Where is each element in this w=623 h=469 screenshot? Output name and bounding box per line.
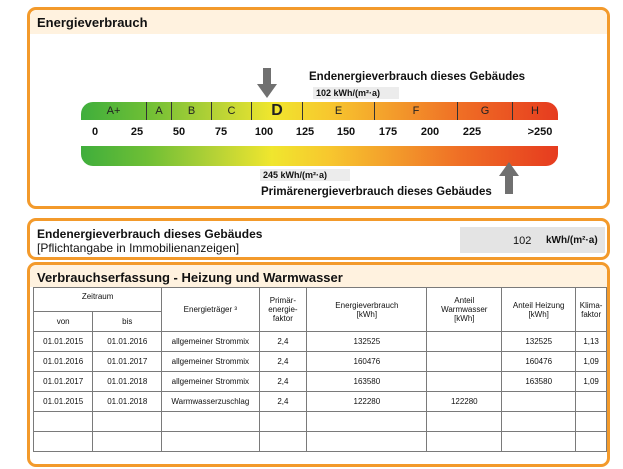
cell-hot-water: 122280 bbox=[427, 392, 502, 412]
cell-hot-water bbox=[427, 352, 502, 372]
cell-heating: 160476 bbox=[502, 352, 576, 372]
panel-header bbox=[30, 10, 607, 34]
consumption-record-panel bbox=[27, 262, 610, 467]
summary-subtitle: [Pflichtangabe in Immobilienanzeigen] bbox=[37, 241, 240, 255]
scale-tick-label: 0 bbox=[91, 126, 99, 138]
header-consumption: Energieverbrauch [kWh] bbox=[307, 288, 427, 332]
table-row-empty bbox=[34, 432, 607, 452]
arrow-up-icon bbox=[499, 162, 519, 194]
cell-heating bbox=[502, 392, 576, 412]
cell-factor: 2,4 bbox=[259, 352, 307, 372]
cell-consumption: 122280 bbox=[307, 392, 427, 412]
energy-class-f: F bbox=[375, 102, 458, 120]
header-carrier: Energieträger ³ bbox=[162, 288, 259, 332]
panel-title: Verbrauchserfassung - Heizung und Warmwasser bbox=[37, 270, 343, 285]
cell-carrier: allgemeiner Strommix bbox=[162, 372, 259, 392]
cell-factor: 2,4 bbox=[259, 372, 307, 392]
summary-unit: kWh/(m²·a) bbox=[546, 235, 598, 246]
header-heating: Anteil Heizung [kWh] bbox=[502, 288, 576, 332]
scale-ticks-strip bbox=[81, 120, 558, 146]
cell-to: 01.01.2018 bbox=[93, 372, 162, 392]
cell-carrier: allgemeiner Strommix bbox=[162, 332, 259, 352]
header-factor: Primär-energie-faktor bbox=[259, 288, 307, 332]
scale-tick-label: 175 bbox=[378, 126, 398, 138]
summary-title: Endenergieverbrauch dieses Gebäudes bbox=[37, 227, 263, 241]
energy-scale-bar bbox=[81, 102, 558, 166]
cell-climate bbox=[576, 392, 607, 412]
header-period: Zeitraum bbox=[34, 288, 162, 312]
final-energy-value: 102 kWh/(m²·a) bbox=[313, 87, 399, 99]
cell-climate: 1,09 bbox=[576, 352, 607, 372]
cell-to: 01.01.2018 bbox=[93, 392, 162, 412]
cell-carrier: allgemeiner Strommix bbox=[162, 352, 259, 372]
primary-energy-label: Primärenergieverbrauch dieses Gebäudes bbox=[261, 186, 492, 198]
scale-tick-label: 150 bbox=[336, 126, 356, 138]
table-row-empty bbox=[34, 412, 607, 432]
scale-tick-label: 225 bbox=[462, 126, 482, 138]
scale-tick-label: >250 bbox=[527, 126, 553, 138]
cell-from: 01.01.2017 bbox=[34, 372, 93, 392]
cell-climate: 1,13 bbox=[576, 332, 607, 352]
energy-class-a: A bbox=[147, 102, 172, 120]
cell-climate: 1,09 bbox=[576, 372, 607, 392]
cell-to: 01.01.2016 bbox=[93, 332, 162, 352]
energy-class-b: B bbox=[172, 102, 212, 120]
header-from: von bbox=[34, 312, 93, 332]
panel-header bbox=[30, 265, 607, 287]
scale-tick-label: 100 bbox=[254, 126, 274, 138]
summary-value: 102 bbox=[513, 235, 532, 247]
arrow-down-icon bbox=[257, 68, 277, 98]
cell-from: 01.01.2016 bbox=[34, 352, 93, 372]
scale-tick-label: 200 bbox=[420, 126, 440, 138]
cell-consumption: 132525 bbox=[307, 332, 427, 352]
energy-consumption-panel bbox=[27, 7, 610, 209]
energy-class-e: E bbox=[303, 102, 375, 120]
cell-heating: 132525 bbox=[502, 332, 576, 352]
energy-class-h: H bbox=[531, 105, 539, 117]
cell-consumption: 163580 bbox=[307, 372, 427, 392]
energy-class-c: C bbox=[212, 102, 252, 120]
cell-carrier: Warmwasserzuschlag bbox=[162, 392, 259, 412]
primary-energy-value: 245 kWh/(m²·a) bbox=[260, 169, 350, 181]
energy-class-d: D bbox=[252, 102, 303, 120]
header-to: bis bbox=[93, 312, 162, 332]
cell-consumption: 160476 bbox=[307, 352, 427, 372]
cell-to: 01.01.2017 bbox=[93, 352, 162, 372]
cell-hot-water bbox=[427, 372, 502, 392]
table-row bbox=[34, 332, 607, 352]
cell-factor: 2,4 bbox=[259, 392, 307, 412]
cell-factor: 2,4 bbox=[259, 332, 307, 352]
consumption-table bbox=[33, 287, 607, 452]
cell-hot-water bbox=[427, 332, 502, 352]
panel-title: Energieverbrauch bbox=[37, 15, 148, 30]
cell-from: 01.01.2015 bbox=[34, 332, 93, 352]
cell-heating: 163580 bbox=[502, 372, 576, 392]
scale-tick-label: 25 bbox=[130, 126, 144, 138]
scale-tick-label: 75 bbox=[214, 126, 228, 138]
table-row bbox=[34, 372, 607, 392]
final-energy-summary-panel bbox=[27, 218, 610, 260]
table-row bbox=[34, 352, 607, 372]
energy-class-g: G bbox=[458, 102, 513, 120]
scale-tick-label: 125 bbox=[295, 126, 315, 138]
scale-tick-label: 50 bbox=[172, 126, 186, 138]
final-energy-label: Endenergieverbrauch dieses Gebäudes bbox=[309, 71, 526, 83]
energy-class-a-plus: A+ bbox=[81, 102, 147, 120]
header-hot-water: Anteil Warmwasser [kWh] bbox=[427, 288, 502, 332]
cell-from: 01.01.2015 bbox=[34, 392, 93, 412]
table-row bbox=[34, 392, 607, 412]
header-climate: Klima-faktor bbox=[576, 288, 607, 332]
